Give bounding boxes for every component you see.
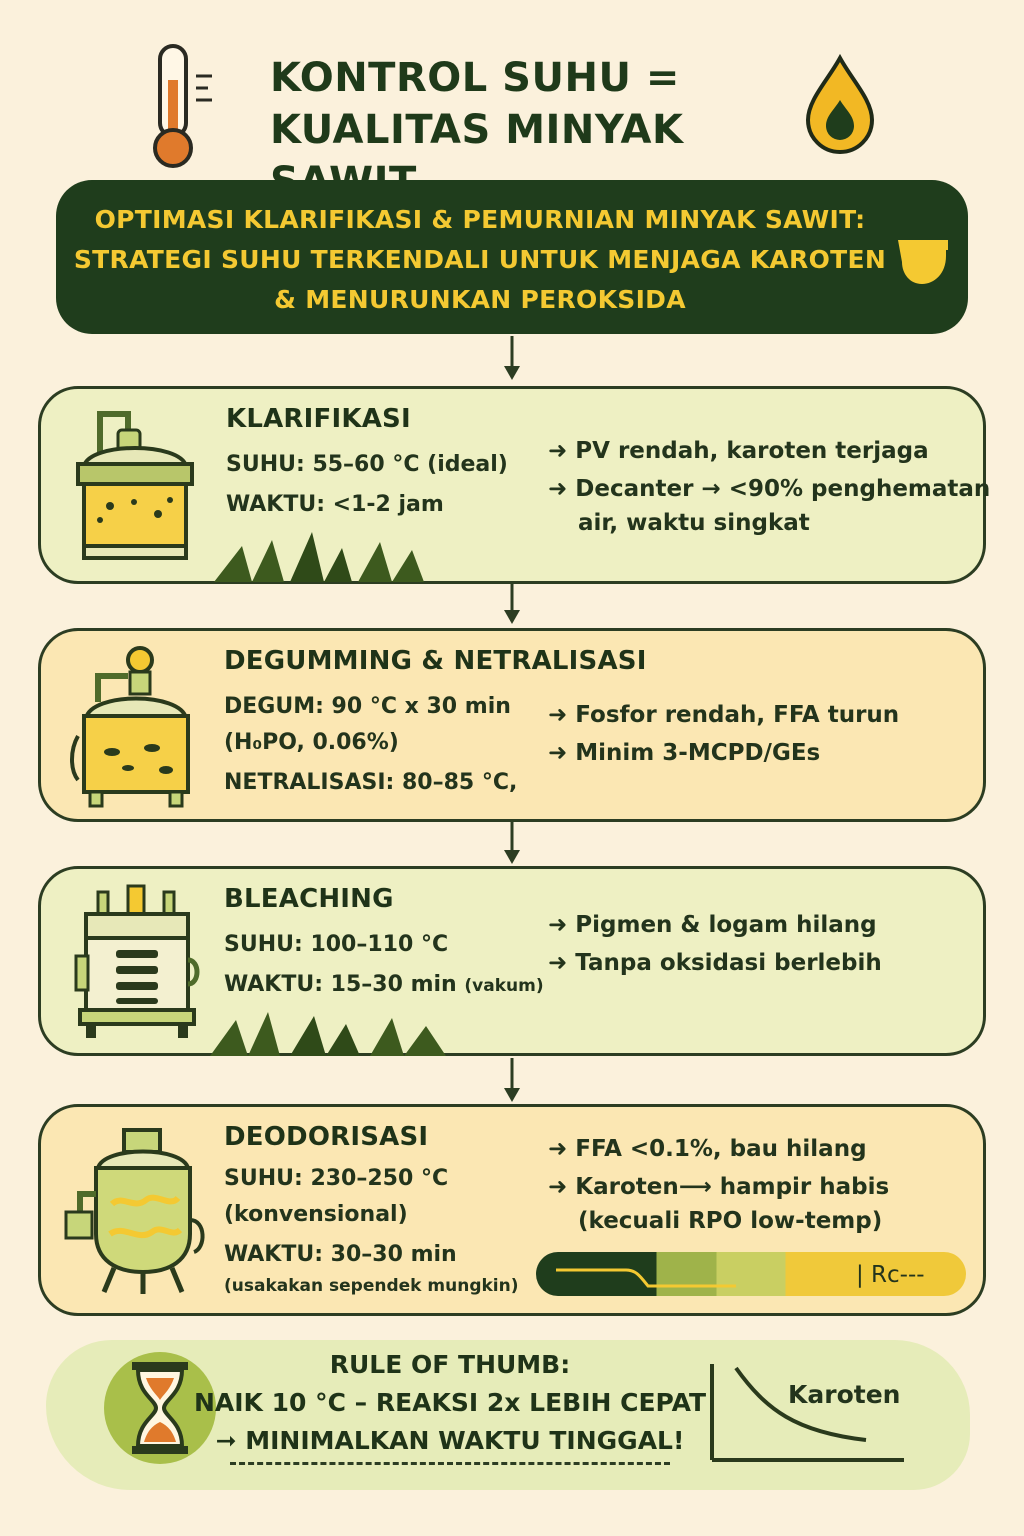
step-param: WAKTU: <1-2 jam (226, 492, 444, 517)
step-title: DEGUMMING & NETRALISASI (224, 646, 647, 676)
rule-heading: RULE OF THUMB: (329, 1350, 571, 1379)
step-param: NETRALISASI: 80–85 °C, (224, 770, 518, 795)
dashed-divider (230, 1462, 670, 1465)
carotene-decay-graph (706, 1360, 906, 1466)
step-param: (konvensional) (224, 1202, 408, 1227)
step-result: ➜ Minim 3-MCPD/GEs (548, 740, 821, 766)
clarifier-tank-icon (70, 402, 200, 566)
step-param: SUHU: 230–250 °C (224, 1166, 449, 1191)
rule-text (190, 1346, 710, 1460)
bleaching-unit-icon (72, 880, 202, 1042)
flow-arrow (503, 582, 521, 626)
deodorizer-icon (60, 1124, 210, 1300)
step-param: DEGUM: 90 °C x 30 min (224, 694, 511, 719)
step-title: KLARIFIKASI (226, 404, 411, 434)
thermometer-icon (140, 40, 230, 170)
step-param: SUHU: 55–60 °C (ideal) (226, 452, 508, 477)
oil-drop-icon (800, 52, 880, 156)
step-result: (kecuali RPO low-temp) (578, 1208, 883, 1234)
step-title: DEODORISASI (224, 1122, 429, 1152)
step-result: air, waktu singkat (578, 510, 810, 536)
step-title: BLEACHING (224, 884, 394, 914)
cup-icon (892, 234, 952, 288)
gauge-label: | Rc--- (856, 1262, 925, 1288)
subtitle-text: OPTIMASI KLARIFIKASI & PEMURNIAN MINYAK SAWIT: STRATEGI SUHU TERKENDALI UNTUK MENJAGA KAROTEN & MENURUNKAN PEROKSIDA (73, 205, 887, 314)
plant-decoration (212, 526, 426, 582)
step-param: SUHU: 100–110 °C (224, 932, 449, 957)
step-param: WAKTU: 30–30 min (224, 1242, 457, 1267)
step-result: ➜ FFA <0.1%, bau hilang (548, 1136, 867, 1162)
step-result: ➜ Pigmen & logam hilang (548, 912, 877, 938)
step-result: ➜ Fosfor rendah, FFA turun (548, 702, 900, 728)
flow-arrow (503, 1058, 521, 1104)
degumming-tank-icon (68, 640, 202, 812)
step-param-value: WAKTU: 15–30 min (224, 972, 457, 997)
graph-label: Karoten (788, 1380, 901, 1409)
step-result: ➜ Karoten⟶ hampir habis (548, 1174, 890, 1200)
rule-line: ➞ MINIMALKAN WAKTU TINGGAL! (215, 1426, 685, 1455)
flow-arrow (503, 822, 521, 866)
step-note: (usakakan sependek mungkin) (224, 1276, 519, 1296)
step-result: ➜ Tanpa oksidasi berlebih (548, 950, 882, 976)
step-result: ➜ PV rendah, karoten terjaga (548, 438, 929, 464)
step-param: (H₀PO, 0.06%) (224, 730, 399, 755)
rule-line: NAIK 10 °C – REAKSI 2x LEBIH CEPAT (193, 1388, 707, 1417)
step-param-note: (vakum) (464, 976, 544, 996)
step-param (224, 972, 544, 997)
flow-arrow (503, 336, 521, 382)
plant-decoration (210, 1006, 450, 1056)
step-result: ➜ Decanter → <90% penghematan (548, 476, 991, 502)
page-title: KONTROL SUHU = KUALITAS MINYAK (270, 55, 684, 153)
